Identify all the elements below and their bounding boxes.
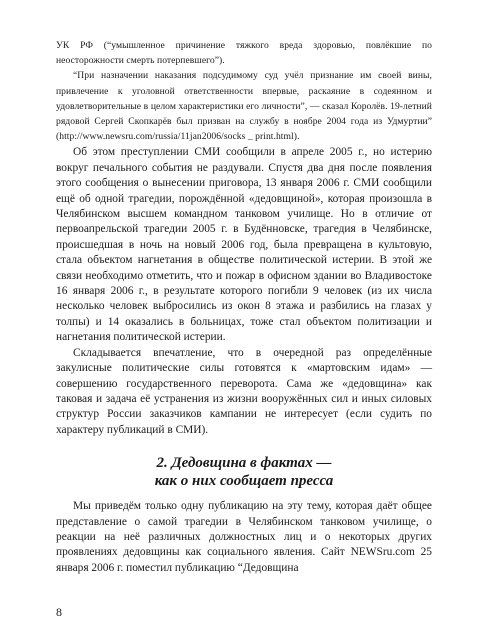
section-heading-line-2: как о них сообщает пресса	[154, 473, 334, 490]
quote-paragraph-2: “При назначении наказания подсудимому суд учёл признание им своей вины, привлечение к уголовной ответственности впервые, раскаяние в содеянном и удовлетворительные в целом характеристики его личности”, — сказал Королёв. 19-летний рядовой Сергей Скопкарёв был призван на службу в ноябре 2004 года из Удмуртии” (http://www.newsru.com/russia/11jan2006/socks _ print.html).	[56, 70, 432, 143]
page-content	[56, 38, 432, 576]
quoted-excerpt	[56, 38, 432, 144]
paragraph-1: Об этом преступлении СМИ сообщили в апреле 2005 г., но истерию вокруг печального события не раздували. Спустя два дня после появления этого сообщения о вынесении приговора, 13 января 2006 г. СМИ сообщили ещё об одной трагедии, порождённой «дедовщиной», которая произошла в Челябинском высшем командном танковом училище. Но в отличие от первоапрельской трагедии 2005 г. в Будённовске, трагедия в Челябинске, происшедшая в ночь на новый 2006 год, была превращена в культовую, стала объектом нагнетания в обществе политической истерии. В этой же связи необходимо отметить, что и пожар в офисном здании во Владивостоке 16 января 2006 г., в результате которого погибли 9 человек (из их числа несколько человек выбросились из окон 8 этажа и разбились на глазах у толпы) и 14 оказались в больницах, тоже стал объектом политизации и нагнетания политической истерии.	[56, 146, 432, 344]
quote-paragraph-1: УК РФ (“умышленное причинение тяжкого вреда здоровью, повлёкшие по неосторожности смерть потерпевшего”).	[56, 40, 432, 67]
page-number: 8	[56, 605, 62, 619]
body-text	[56, 145, 432, 438]
section-heading-line-1: 2. Дедовщина в фактах —	[156, 455, 332, 472]
paragraph-2: Складывается впечатление, что в очередной раз определённые закулисные политические силы готовятся к «мартовским идам» — совершению государственного переворота. Сама же «дедовщина» как таковая и задача её устранения из жизни вооружённых сил и иных силовых структур России заказчиков кампании не интересует (если судить по характеру публикаций в СМИ).	[56, 346, 432, 436]
paragraph-3: Мы приведём только одну публикацию на эту тему, которая даёт общее представление о самой трагедии в Челябинском танковом училище, о реакции на неё различных должностных лиц и о некоторых других проявлениях дедовщины как социального явления. Сайт NEWSru.com 25 января 2006 г. поместил публикацию “Дедовщина	[56, 500, 432, 574]
section-heading	[56, 454, 432, 490]
body-text-continued	[56, 499, 432, 576]
